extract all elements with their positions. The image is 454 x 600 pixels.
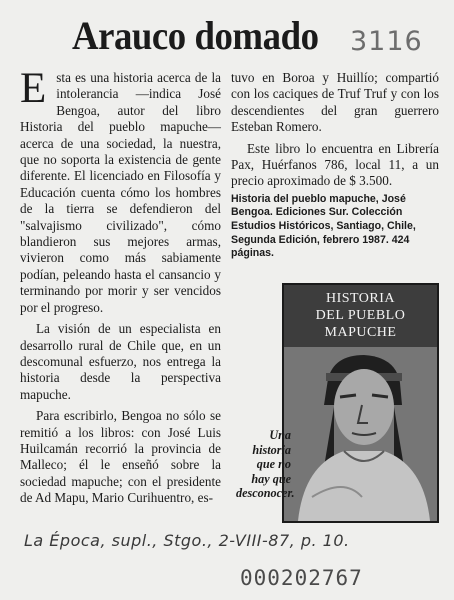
book-cover-image xyxy=(282,283,439,523)
paragraph-1-text: sta es una historia acerca de la intolerancia —indica José Bengoa, autor del libro Historia del pueblo mapuche— acerca de una sociedad, la nuestra, que no soporta la existencia de gente diferente. El licenciado en Filosofía y Educación cuenta cómo los hombres de la tierra se defendieron del "salvajismo civilizado", cómo blandieron sus mejores armas, vivieron como más sabiamente podían, peleando hasta el cansancio y terminando por morir y ser vencidos por el progreso. xyxy=(20,70,221,315)
drop-cap: E xyxy=(20,65,47,112)
headline: Arauco domado xyxy=(72,13,319,58)
book-credit: Historia del pueblo mapuche, José Bengoa. Ediciones Sur. Colección Estudios Históricos, Santiago, Chile, Segunda Edición, febrero 1987. 424 páginas. xyxy=(231,192,416,260)
handwritten-catalog-number: 3116 xyxy=(350,26,423,57)
left-column xyxy=(20,65,221,507)
handwritten-source-note: La Época, supl., Stgo., 2-VIII-87, p. 10. xyxy=(24,531,350,550)
paragraph-3: Para escribirlo, Bengoa no sólo se remitió a los libros: con José Luis Huilcamán recorrió la provincia de Malleco; él le enseñó sobre la sociedad mapuche; con el presidente de Ad Mapu, Mario Curihuentro, es- xyxy=(20,408,221,506)
paragraph-1 xyxy=(20,65,221,316)
paragraph-5: Este libro lo encuentra en Librería Pax, Huérfanos 786, local 11, a un precio aproximado de $ 3.500. xyxy=(231,140,439,189)
right-column xyxy=(231,70,439,261)
book-cover-title: HISTORIA DEL PUEBLO MAPUCHE xyxy=(315,291,406,340)
paragraph-4: tuvo en Boroa y Huillío; compartió con los caciques de Truf Truf y con los descendientes del gran guerrero Esteban Romero. xyxy=(231,70,439,135)
image-caption: Una historia que no hay que desconocer. xyxy=(236,428,295,501)
mapuche-portrait-illustration xyxy=(284,347,437,521)
paragraph-2: La visión de un especialista en desarrollo rural de Chile que, en un descomunal esfuerzo, nos entrega la historia desde la perspectiva mapuche. xyxy=(20,321,221,402)
archive-stamp-number: 000202767 xyxy=(240,566,363,590)
